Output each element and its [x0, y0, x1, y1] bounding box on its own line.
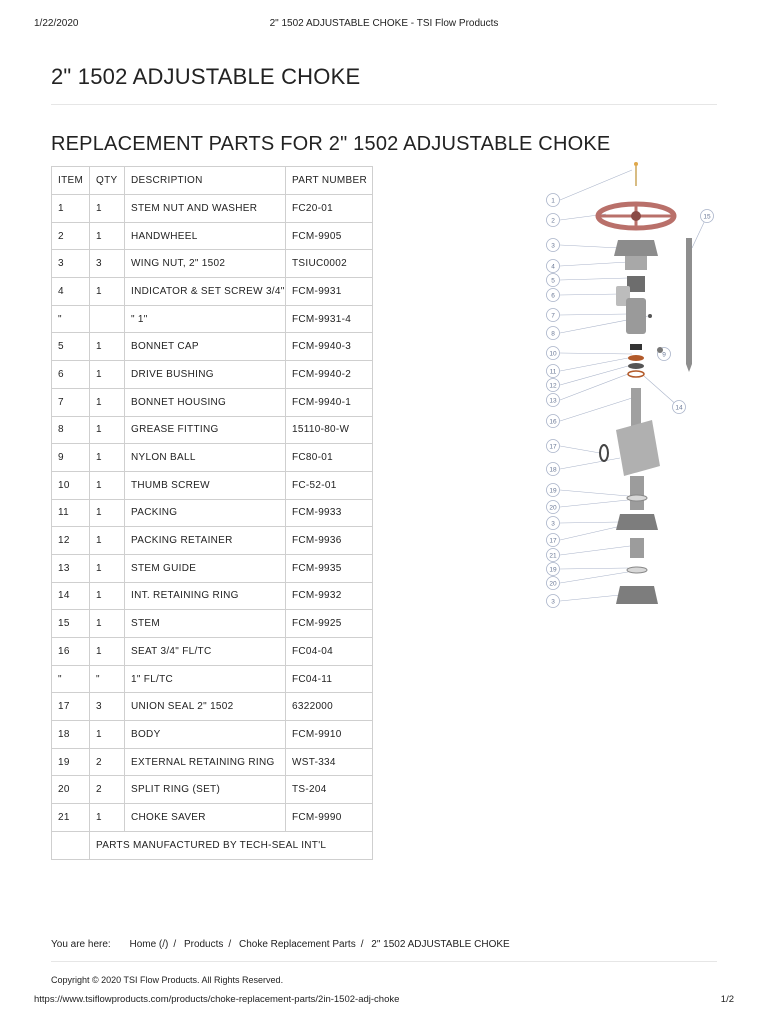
callout-number: 12 — [549, 382, 557, 390]
table-row — [52, 361, 373, 389]
cell-description: EXTERNAL RETAINING RING — [125, 748, 286, 776]
cell-description: SPLIT RING (SET) — [125, 776, 286, 804]
cell-item: 16 — [52, 638, 90, 666]
cell-description: STEM GUIDE — [125, 554, 286, 582]
breadcrumb-current-page: 2" 1502 ADJUSTABLE CHOKE — [371, 939, 510, 950]
stem-rod-shape — [686, 238, 692, 364]
table-row — [52, 638, 373, 666]
wing-nut-bottom — [616, 586, 658, 604]
cell-part-number: FC04-04 — [286, 638, 373, 666]
table-row — [52, 554, 373, 582]
cell-part-number: TS-204 — [286, 776, 373, 804]
cell-description: THUMB SCREW — [125, 471, 286, 499]
cell-description: INDICATOR & SET SCREW 3/4" — [125, 278, 286, 306]
callout-number: 21 — [549, 552, 557, 560]
body-shape — [616, 420, 660, 476]
cell-part-number: 6322000 — [286, 693, 373, 721]
table-row — [52, 305, 373, 333]
cell-part-number: WST-334 — [286, 748, 373, 776]
footer-divider — [51, 961, 717, 962]
callout-number: 3 — [551, 520, 555, 528]
cell-part-number: FCM-9940-3 — [286, 333, 373, 361]
table-row — [52, 776, 373, 804]
cell-qty — [90, 305, 125, 333]
table-row — [52, 471, 373, 499]
cell-qty: 1 — [90, 804, 125, 832]
indicator-shape — [625, 256, 647, 270]
cell-qty: 1 — [90, 499, 125, 527]
cell-item: 14 — [52, 582, 90, 610]
cell-item: 2 — [52, 222, 90, 250]
cell-description: STEM NUT AND WASHER — [125, 195, 286, 223]
cell-qty: 2 — [90, 748, 125, 776]
callout-number: 19 — [549, 566, 557, 574]
cell-description: HANDWHEEL — [125, 222, 286, 250]
table-row — [52, 721, 373, 749]
callout-number: 11 — [549, 368, 557, 376]
copyright-text: Copyright © 2020 TSI Flow Products. All Rights Reserved. — [51, 975, 284, 985]
callout-number: 3 — [551, 242, 555, 250]
nylon-ball-shape — [657, 347, 663, 353]
cell-item: 15 — [52, 610, 90, 638]
cell-qty: 1 — [90, 582, 125, 610]
cell-description: UNION SEAL 2" 1502 — [125, 693, 286, 721]
callout-leader-line — [560, 278, 628, 280]
cell-qty: 1 — [90, 333, 125, 361]
cell-part-number: FCM-9910 — [286, 721, 373, 749]
cell-item: 9 — [52, 444, 90, 472]
cell-part-number: FCM-9931 — [286, 278, 373, 306]
cell-description: GREASE FITTING — [125, 416, 286, 444]
title-divider — [51, 104, 717, 105]
cell-part-number: FCM-9925 — [286, 610, 373, 638]
cell-qty: 1 — [90, 471, 125, 499]
thumb-screw-shape — [630, 344, 642, 350]
table-row — [52, 610, 373, 638]
cell-part-number: FCM-9940-1 — [286, 388, 373, 416]
column-header-description: DESCRIPTION — [125, 167, 286, 195]
cell-item: 11 — [52, 499, 90, 527]
print-page-title: 2" 1502 ADJUSTABLE CHOKE - TSI Flow Products — [269, 18, 499, 29]
wing-nut-top — [614, 240, 658, 256]
cell-qty: 1 — [90, 195, 125, 223]
callout-number: 16 — [549, 418, 557, 426]
cell-description: BODY — [125, 721, 286, 749]
callout-leader-line — [560, 262, 628, 266]
handwheel-hub — [631, 211, 641, 221]
cell-description: DRIVE BUSHING — [125, 361, 286, 389]
cell-description: INT. RETAINING RING — [125, 582, 286, 610]
callout-number: 14 — [675, 404, 683, 412]
section-title: REPLACEMENT PARTS FOR 2" 1502 ADJUSTABLE CHOKE — [51, 133, 611, 155]
cell-qty: 3 — [90, 693, 125, 721]
cell-qty: 1 — [90, 416, 125, 444]
stem-rod-tip — [686, 364, 692, 372]
cell-item: 21 — [52, 804, 90, 832]
cell-qty: 1 — [90, 721, 125, 749]
wing-nut-middle — [616, 514, 658, 530]
cell-description: WING NUT, 2" 1502 — [125, 250, 286, 278]
column-header-part-number: PART NUMBER — [286, 167, 373, 195]
cell-description: BONNET CAP — [125, 333, 286, 361]
cell-description: BONNET HOUSING — [125, 388, 286, 416]
cell-item: 6 — [52, 361, 90, 389]
callout-leader-line — [560, 170, 632, 200]
callout-leader-line — [560, 490, 628, 496]
manufacturer-note: PARTS MANUFACTURED BY TECH-SEAL INT'L — [90, 831, 373, 859]
breadcrumb-products-link[interactable]: Products — [183, 939, 224, 950]
print-page-number: 1/2 — [720, 994, 734, 1005]
callout-leader-line — [560, 245, 620, 248]
cell-part-number: FCM-9935 — [286, 554, 373, 582]
table-footer-row — [52, 831, 373, 859]
cell-part-number: FCM-9931-4 — [286, 305, 373, 333]
table-row — [52, 278, 373, 306]
callout-number: 3 — [551, 598, 555, 606]
callout-number: 17 — [549, 537, 557, 545]
callout-leader-line — [560, 353, 632, 354]
callout-leader-line — [560, 374, 628, 400]
breadcrumb-separator: / — [173, 939, 177, 950]
cell-qty: 1 — [90, 638, 125, 666]
callout-leader-line — [560, 446, 600, 453]
cell-item: 10 — [52, 471, 90, 499]
stem-guide-shape — [628, 371, 644, 377]
packing-shape — [628, 355, 644, 361]
callout-leader-line — [560, 568, 628, 569]
packing-retainer-shape — [628, 363, 644, 369]
cell-item: 5 — [52, 333, 90, 361]
cell-item: 20 — [52, 776, 90, 804]
callout-leader-line — [644, 376, 679, 407]
cell-qty: 1 — [90, 554, 125, 582]
cell-qty: 1 — [90, 361, 125, 389]
callout-number: 20 — [549, 504, 557, 512]
cell-part-number: FC20-01 — [286, 195, 373, 223]
callout-number: 8 — [551, 330, 555, 338]
print-footer — [34, 994, 734, 1006]
callout-number: 7 — [551, 312, 555, 320]
table-row — [52, 582, 373, 610]
cell-description: STEM — [125, 610, 286, 638]
table-header-row — [52, 167, 373, 195]
breadcrumb-separator: / — [228, 939, 232, 950]
callout-leader-line — [560, 294, 620, 295]
callout-number: 20 — [549, 580, 557, 588]
cell-qty: 1 — [90, 444, 125, 472]
cell-item: 17 — [52, 693, 90, 721]
callout-number: 19 — [549, 487, 557, 495]
callout-number: 15 — [703, 213, 711, 221]
table-row — [52, 748, 373, 776]
cell-part-number: FCM-9932 — [286, 582, 373, 610]
cell-part-number: TSIUC0002 — [286, 250, 373, 278]
table-row — [52, 499, 373, 527]
column-header-item: ITEM — [52, 167, 90, 195]
exploded-parts-diagram — [536, 158, 736, 618]
cell-part-number: FC04-11 — [286, 665, 373, 693]
parts-table — [51, 166, 373, 860]
table-row — [52, 333, 373, 361]
column-header-qty: QTY — [90, 167, 125, 195]
cell-description: 1" FL/TC — [125, 665, 286, 693]
cell-qty: 1 — [90, 527, 125, 555]
table-row — [52, 665, 373, 693]
grease-fitting-shape — [648, 314, 652, 318]
callout-number: 10 — [549, 350, 557, 358]
callout-leader-line — [560, 500, 628, 507]
table-row — [52, 527, 373, 555]
table-row — [52, 693, 373, 721]
breadcrumb-label: You are here: — [51, 939, 111, 950]
callout-leader-line — [560, 458, 620, 469]
cell-item: 19 — [52, 748, 90, 776]
page-title: 2" 1502 ADJUSTABLE CHOKE — [51, 64, 361, 89]
split-ring-shape — [627, 567, 647, 573]
cell-qty: 1 — [90, 222, 125, 250]
cell-part-number: FCM-9905 — [286, 222, 373, 250]
table-footer-spacer — [52, 831, 90, 859]
cell-qty: " — [90, 665, 125, 693]
parts-table-body — [52, 195, 373, 832]
union-seal-shape — [600, 445, 608, 461]
breadcrumb-home-link[interactable]: Home (/) — [129, 939, 169, 950]
cell-part-number: FCM-9933 — [286, 499, 373, 527]
cell-item: 8 — [52, 416, 90, 444]
choke-saver-shape — [630, 538, 644, 558]
cell-item: " — [52, 305, 90, 333]
cell-qty: 1 — [90, 388, 125, 416]
table-row — [52, 250, 373, 278]
table-row — [52, 804, 373, 832]
callout-number: 9 — [662, 351, 666, 359]
table-row — [52, 416, 373, 444]
cell-qty: 1 — [90, 278, 125, 306]
callout-leader-line — [560, 398, 632, 421]
cell-part-number: 15110-80-W — [286, 416, 373, 444]
cell-description: " 1" — [125, 305, 286, 333]
cell-part-number: FCM-9990 — [286, 804, 373, 832]
print-date: 1/22/2020 — [34, 18, 79, 29]
retaining-ring-shape — [627, 495, 647, 501]
print-header — [34, 18, 734, 32]
callout-number: 17 — [549, 443, 557, 451]
cell-item: 1 — [52, 195, 90, 223]
cell-part-number: FCM-9940-2 — [286, 361, 373, 389]
callout-group-right — [644, 210, 714, 414]
callout-number: 2 — [551, 217, 555, 225]
cell-item: 7 — [52, 388, 90, 416]
cell-description: CHOKE SAVER — [125, 804, 286, 832]
callout-leader-line — [560, 522, 620, 523]
print-url: https://www.tsiflowproducts.com/products/choke-replacement-parts/2in-1502-adj-choke — [34, 994, 400, 1005]
breadcrumb-choke-parts-link[interactable]: Choke Replacement Parts — [238, 939, 356, 950]
callout-leader-line — [560, 595, 620, 601]
callout-leader-line — [560, 546, 630, 555]
cell-part-number: FC80-01 — [286, 444, 373, 472]
body-outlet-shape — [630, 476, 644, 510]
stem-nut-tip — [634, 162, 638, 166]
cell-description: PACKING — [125, 499, 286, 527]
cell-item: " — [52, 665, 90, 693]
cell-part-number: FCM-9936 — [286, 527, 373, 555]
bonnet-housing-shape — [626, 298, 646, 334]
table-row — [52, 388, 373, 416]
cell-qty: 3 — [90, 250, 125, 278]
callout-leader-line — [560, 314, 628, 315]
callout-number: 18 — [549, 466, 557, 474]
breadcrumb-separator: / — [360, 939, 364, 950]
cell-description: PACKING RETAINER — [125, 527, 286, 555]
callout-number: 1 — [551, 197, 555, 205]
callout-leader-line — [560, 572, 628, 583]
cell-description: NYLON BALL — [125, 444, 286, 472]
callout-number: 5 — [551, 277, 555, 285]
cell-item: 12 — [52, 527, 90, 555]
cell-part-number: FC-52-01 — [286, 471, 373, 499]
cell-item: 13 — [52, 554, 90, 582]
cell-item: 18 — [52, 721, 90, 749]
callout-number: 13 — [549, 397, 557, 405]
callout-number: 4 — [551, 263, 555, 271]
callout-number: 6 — [551, 292, 555, 300]
table-row — [52, 444, 373, 472]
table-row — [52, 195, 373, 223]
table-row — [52, 222, 373, 250]
cell-item: 3 — [52, 250, 90, 278]
cell-description: SEAT 3/4" FL/TC — [125, 638, 286, 666]
cell-qty: 1 — [90, 610, 125, 638]
cell-item: 4 — [52, 278, 90, 306]
cell-qty: 2 — [90, 776, 125, 804]
breadcrumb — [51, 939, 510, 950]
